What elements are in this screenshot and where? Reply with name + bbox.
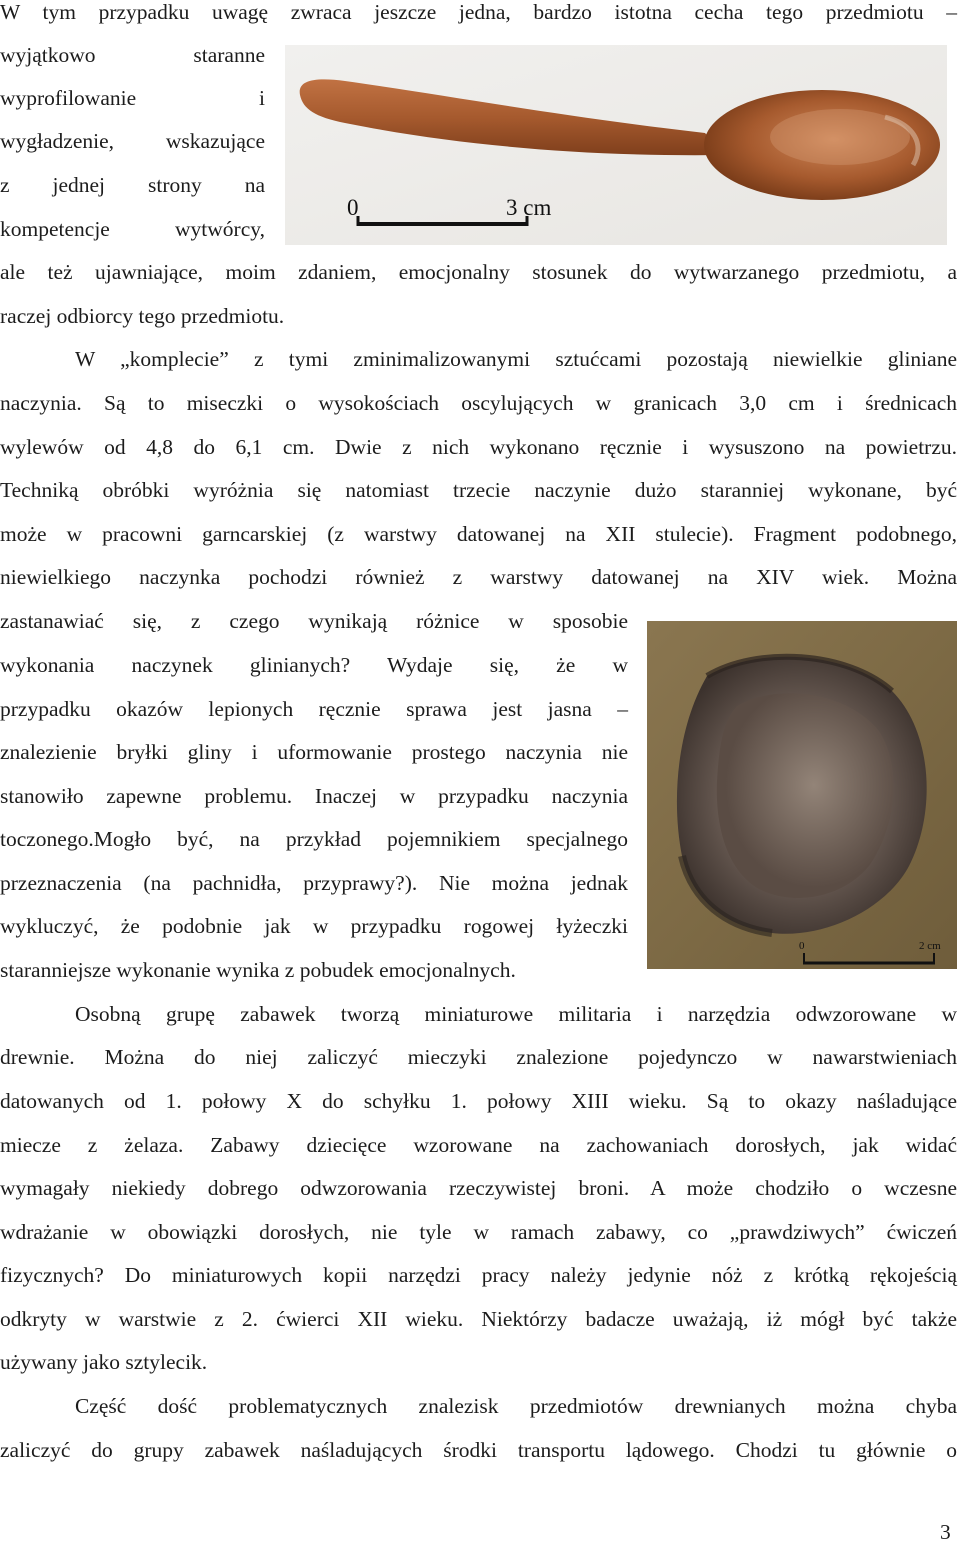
text-line: staranniejsze wykonanie wynika z pobudek emocjonalnych. — [0, 958, 516, 982]
text-line: wymagały niekiedy dobrego odwzorowania rzeczywistej broni. A może chodziło o wczesne — [0, 1176, 957, 1200]
clay-bowl-figure — [647, 621, 957, 969]
text-line: wygładzenie, wskazujące — [0, 129, 265, 153]
text-line: Techniką obróbki wyróżnia się natomiast trzecie naczynie dużo staranniej wykonane, być — [0, 478, 957, 502]
spoon-scale-start: 0 — [347, 195, 359, 220]
page-number: 3 — [940, 1520, 951, 1544]
text-line: drewnie. Można do niej zaliczyć mieczyki znalezione pojedynczo w nawarstwieniach — [0, 1045, 957, 1069]
text-line: wykonania naczynek glinianych? Wydaje się, że w — [0, 653, 628, 677]
text-line: kompetencje wytwórcy, — [0, 217, 265, 241]
text-line: toczonego.Mogło być, na przykład pojemnikiem specjalnego — [0, 827, 628, 851]
text-line: ale też ujawniające, moim zdaniem, emocjonalny stosunek do wytwarzanego przedmiotu, a — [0, 260, 957, 284]
text-line: używany jako sztylecik. — [0, 1350, 208, 1374]
text-line: przeznaczenia (na pachnidła, przyprawy?). Nie można jednak — [0, 871, 628, 895]
text-line: wyprofilowanie i — [0, 86, 265, 110]
text-line: odkryty w warstwie z 2. ćwierci XII wieku. Niektórzy badacze uważają, iż mógł być także — [0, 1307, 957, 1331]
text-line: niewielkiego naczynka pochodzi również z warstwy datowanej na XIV wiek. Można — [0, 565, 957, 589]
text-line: raczej odbiorcy tego przedmiotu. — [0, 304, 285, 328]
clay-bowl-photo — [647, 621, 957, 969]
text-line: wyjątkowo staranne — [0, 43, 265, 67]
text-line: naczynia. Są to miseczki o wysokościach oscylujących w granicach 3,0 cm i średnicach — [0, 391, 957, 415]
text-line: Osobną grupę zabawek tworzą miniaturowe militaria i narzędzia odwzorowane w — [75, 1002, 957, 1026]
bowl-scale-end: 2 cm — [919, 940, 941, 952]
text-line: przypadku okazów lepionych ręcznie sprawa jest jasna – — [0, 697, 628, 721]
text-line: znalezienie bryłki gliny i uformowanie prostego naczynia nie — [0, 740, 628, 764]
spoon-figure — [285, 45, 947, 245]
text-line: zastanawiać się, z czego wynikają różnice w sposobie — [0, 609, 628, 633]
text-line: z jednej strony na — [0, 173, 265, 197]
text-line: stanowiło zapewne problemu. Inaczej w przypadku naczynia — [0, 784, 628, 808]
text-line: miecze z żelaza. Zabawy dziecięce wzorowane na zachowaniach dorosłych, jak widać — [0, 1133, 957, 1157]
text-line: W „komplecie” z tymi zminimalizowanymi sztućcami pozostają niewielkie gliniane — [75, 347, 957, 371]
text-line: W tym przypadku uwagę zwraca jeszcze jedna, bardzo istotna cecha tego przedmiotu – — [0, 0, 957, 24]
text-line: wykluczyć, że podobnie jak w przypadku rogowej łyżeczki — [0, 914, 628, 938]
text-line: wdrażanie w obowiązki dorosłych, nie tyle w ramach zabawy, co „prawdziwych” ćwiczeń — [0, 1220, 957, 1244]
spoon-scale-end: 3 cm — [506, 195, 552, 220]
spoon-photo — [285, 45, 947, 245]
bowl-inner — [717, 693, 894, 898]
text-line: wylewów od 4,8 do 6,1 cm. Dwie z nich wykonano ręcznie i wysuszono na powietrzu. — [0, 435, 957, 459]
bowl-scale-start: 0 — [799, 940, 805, 952]
text-line: Część dość problematycznych znalezisk przedmiotów drewnianych można chyba — [75, 1394, 957, 1418]
text-line: fizycznych? Do miniaturowych kopii narzędzi pracy należy jedynie nóż z krótką rękojeścią — [0, 1263, 957, 1287]
text-line: zaliczyć do grupy zabawek naśladujących środki transportu lądowego. Chodzi tu głównie o — [0, 1438, 957, 1462]
text-line: może w pracowni garncarskiej (z warstwy datowanej na XII stulecie). Fragment podobnego, — [0, 522, 957, 546]
text-line: datowanych od 1. połowy X do schyłku 1. połowy XIII wieku. Są to okazy naśladujące — [0, 1089, 957, 1113]
